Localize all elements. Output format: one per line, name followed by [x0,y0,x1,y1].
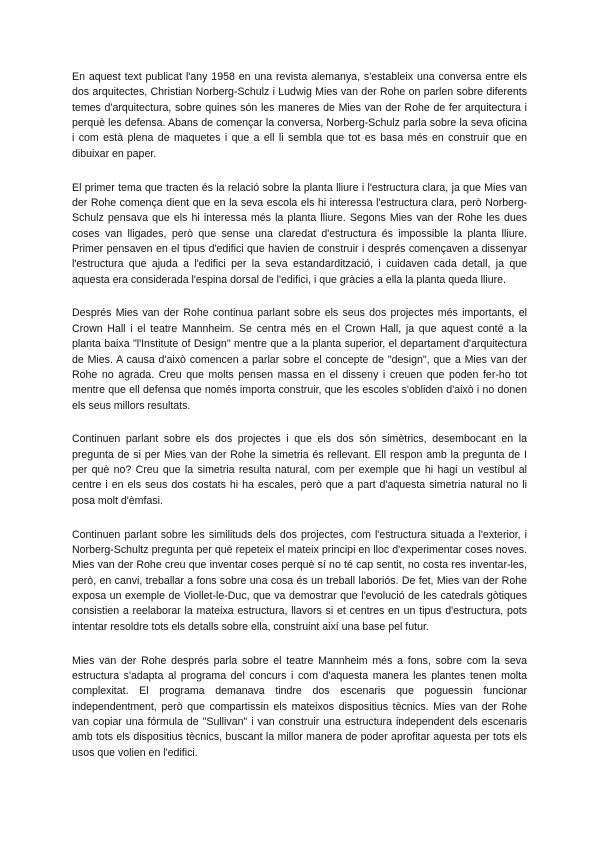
paragraph-symmetry: Continuen parlant sobre els dos projectes i que els dos són simètrics, desembocant en la pregunta de si per Mies van der Rohe la simetria és rellevant. Ell respon amb la pregunta de I per què no? Creu que la simetria resulta natural, com per exemple que hi hagi un vestíbul al centre i en els seus dos costats hi ha escales, però que a part d'aquesta simetria natural no li posa molt d'èmfasi. [72,433,527,507]
paragraph-free-plan: El primer tema que tracten és la relació sobre la planta lliure i l'estructura clara, ja que Mies van der Rohe comença dient que en la seva escola els hi interessa l'estructura clara, però Norberg-Schulz pensava que els hi interessa més la planta lliure. Segons Mies van der Rohe les dues coses van lligades, però que sense una claredat d'estructura és impossible la planta lliure. Primer pensaven en el tipus d'edifici que havien de construir i després començaven a dissenyar l'estructura que ajuda a l'edifici per la seva estandardització, i cuidaven cada detall, ja que aquesta era considerada l'espina dorsal de l'edifici, i que gràcies a ella la planta queda lliure. [72,181,527,286]
paragraph-mannheim: Mies van der Rohe després parla sobre el teatre Mannheim més a fons, sobre com la seva estructura s'adapta al programa del concurs i com d'aquesta manera les plantes tenen molta complexitat. El programa demanava tindre dos escenaris que poguessin funcionar independentment, però que compartissin els mateixos dispositius tècnics. Mies van der Rohe van copiar una fórmula de "Sullivan" i van construir una estructura independent dels escenaris amb tots els dispositius tècnics, buscant la millor manera de poder aprofitar aquesta per tots els usos que volien en l'edifici. [72,654,527,759]
paragraph-similarities: Continuen parlant sobre les similituds dels dos projectes, com l'estructura situada a l'exterior, i Norberg-Schultz pregunta per què repeteix el mateix principi en lloc d'experimentar coses noves. Mies van der Rohe creu que inventar coses perquè sí no té cap sentit, no costa res inventar-les, però, en canvi, treballar a fons sobre una cosa és un treball laboriós. De fet, Mies van der Rohe exposa un exemple de Viollet-le-Duc, que va demostrar que l'evolució de les catedrals gòtiques consistien a reelaborar la mateixa estructura, llavors si et centres en un tipus d'estructura, pots intentar resoldre tots els detalls sobre ella, construint així una base pel futur. [72,528,527,633]
document-body [72,70,527,779]
paragraph-crown-hall: Després Mies van der Rohe continua parlant sobre els seus dos projectes més importants, el Crown Hall i el teatre Mannheim. Se centra més en el Crown Hall, ja que aquest conté a la planta baixa "l'Institute of Design" mentre que a la planta superior, el departament d'arquitectura de Mies. A causa d'això comencen a parlar sobre el concepte de "design", que a Mies van der Rohe no agrada. Creu que molts pensen massa en el disseny i creuen que poden fer-ho tot mentre que ell defensa que només importa construir, que les escoles s'obliden d'això i no donen els seus millors resultats. [72,307,527,412]
paragraph-intro: En aquest text publicat l'any 1958 en una revista alemanya, s'estableix una conversa entre els dos arquitectes, Christian Norberg-Schulz i Ludwig Mies van der Rohe on parlen sobre diferents temes d'arquitectura, sobre quines són les maneres de Mies van der Rohe de fer arquitectura i perquè les defensa. Abans de començar la conversa, Norberg-Schulz parla sobre la seva oficina i com està plena de maquetes i que a ell li sembla que tot es basa més en construir que en dibuixar en paper. [72,71,527,160]
